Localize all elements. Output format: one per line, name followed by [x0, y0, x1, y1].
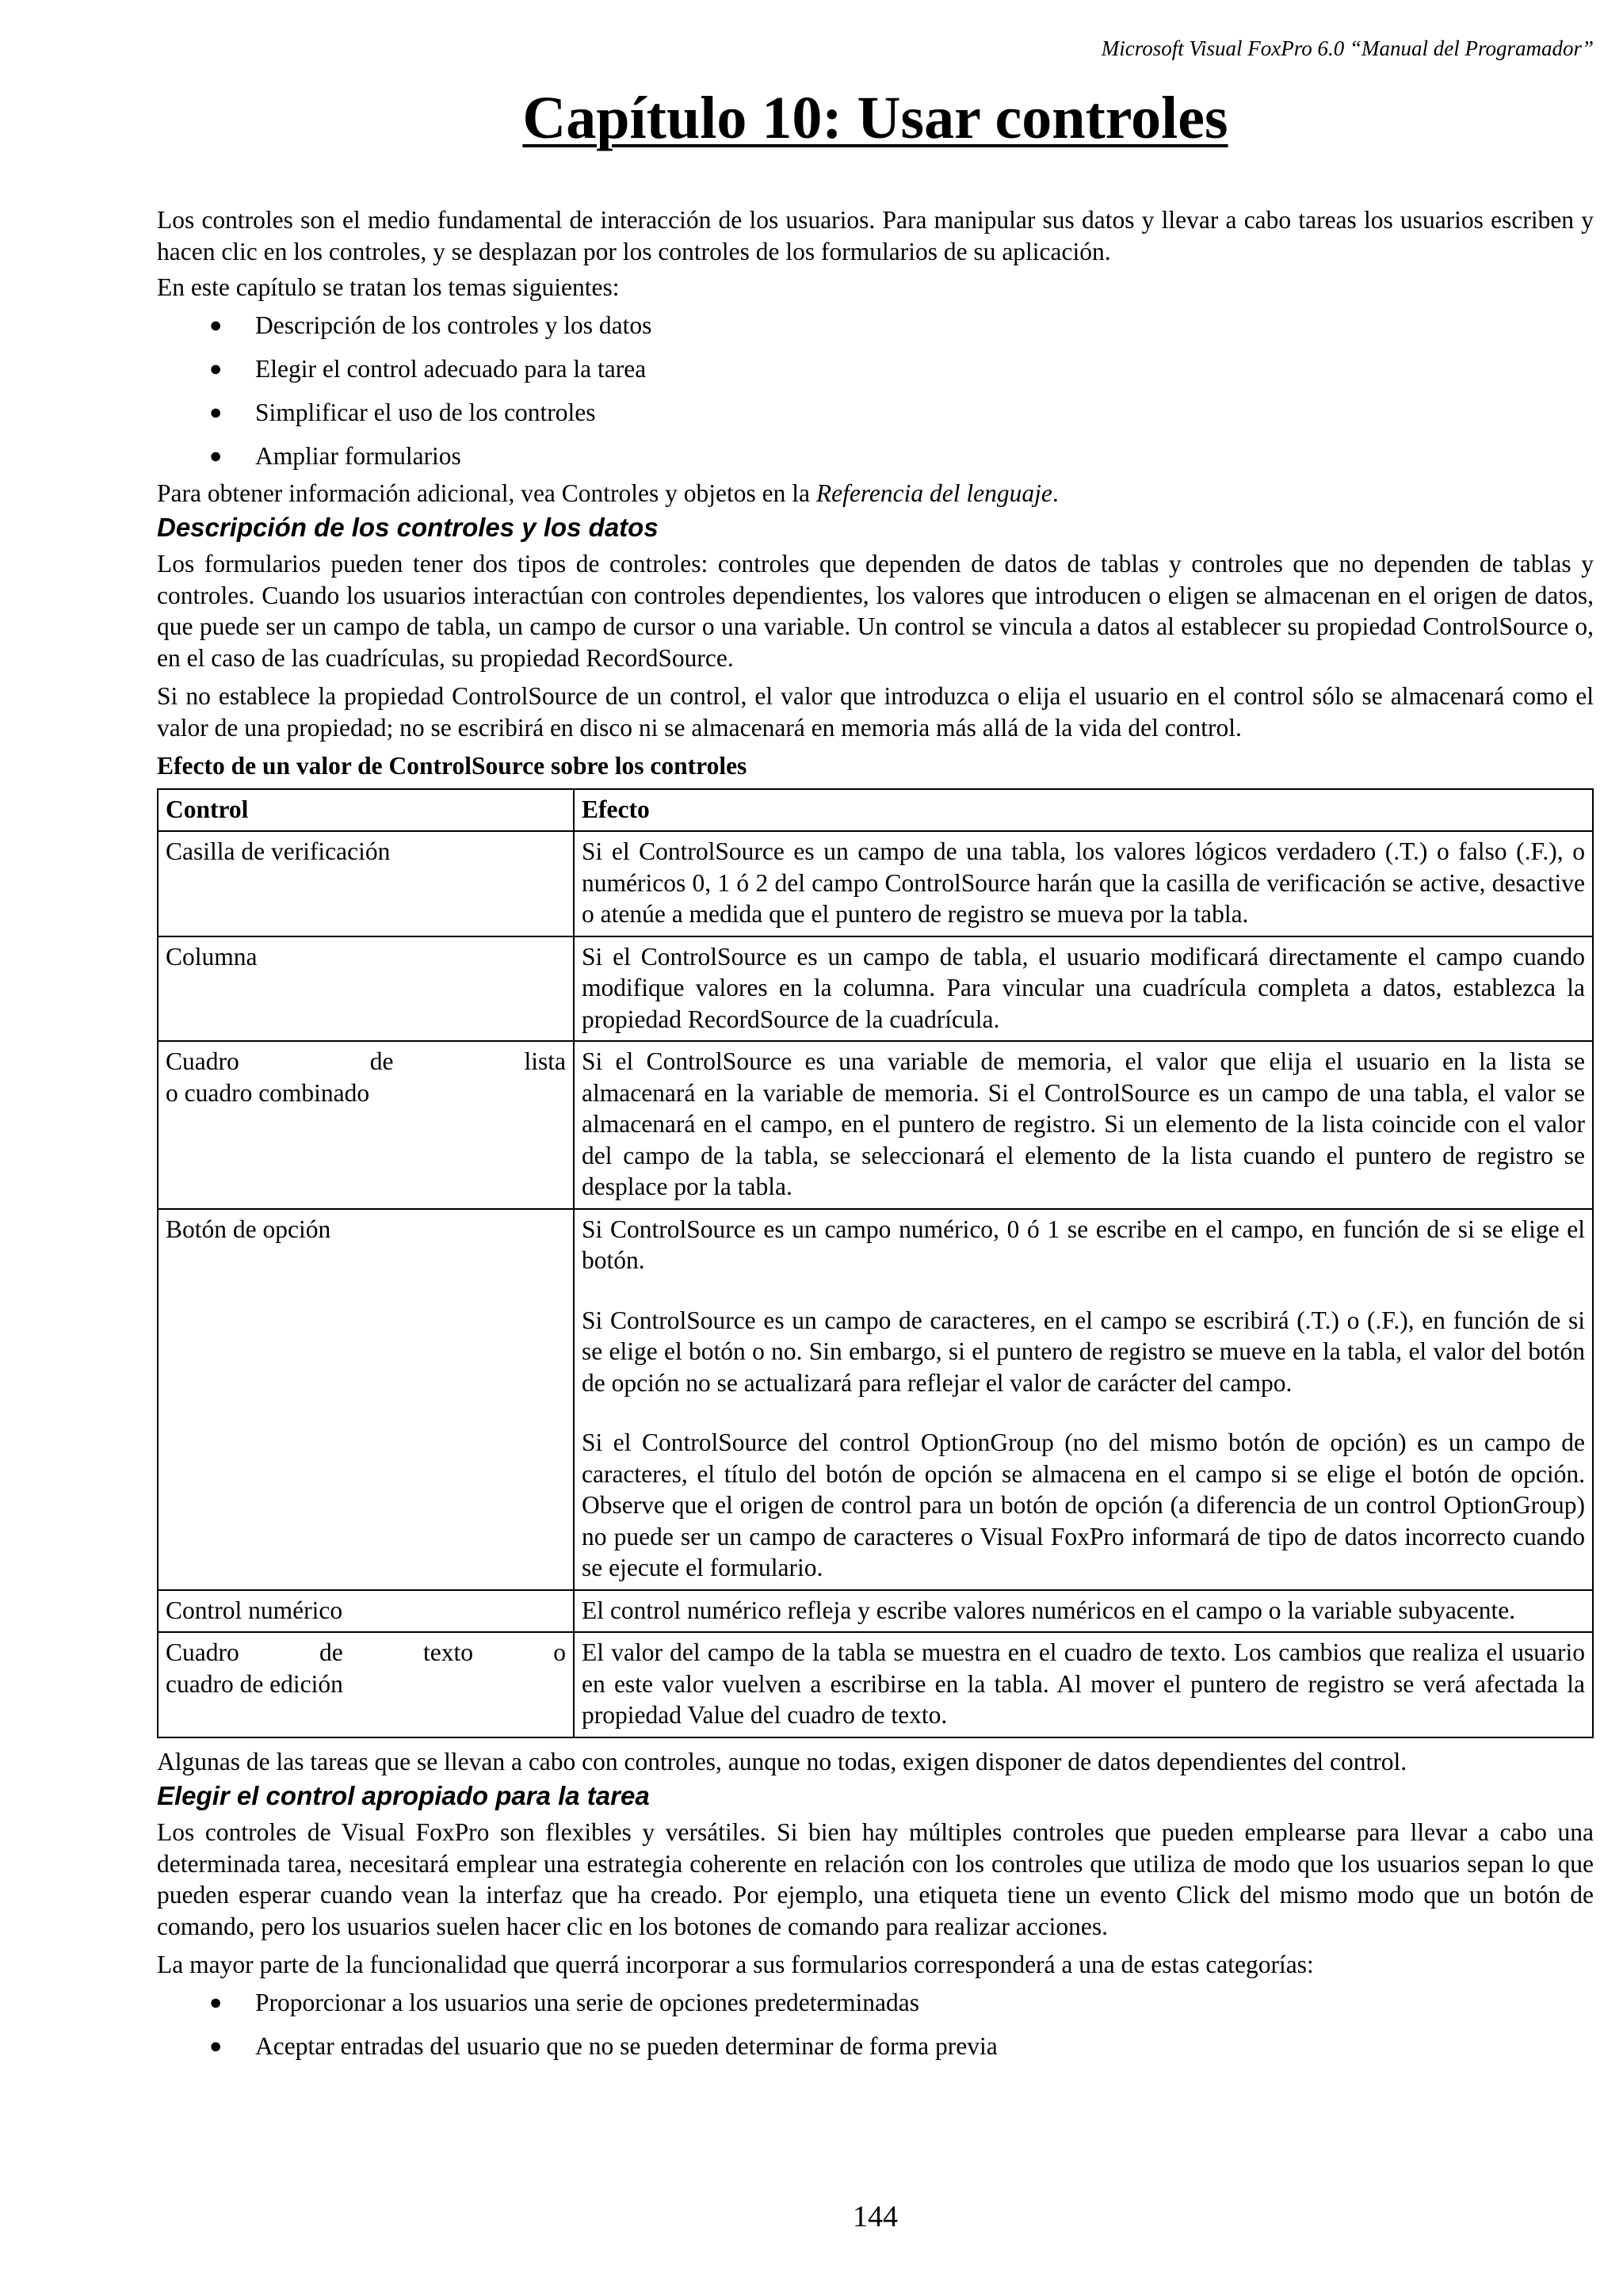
- effect-cell: Si el ControlSource es un campo de una tabla, los valores lógicos verdadero (.T.) o falso (.F.), o numéricos 0, 1 ó 2 del campo ControlSource harán que la casilla de verificación se active, desactive o atenúe a medida que el puntero de registro se mueva por la tabla.: [574, 831, 1593, 936]
- intro-paragraph: Los controles son el medio fundamental de interacción de los usuarios. Para manipular sus datos y llevar a cabo tareas los usuarios escriben y hacen clic en los controles, y se desplazan por los controles de los formularios de su aplicación.: [157, 206, 1594, 265]
- table-caption: Efecto de un valor de ControlSource sobre los controles: [157, 752, 747, 780]
- table-row: [158, 1632, 1593, 1737]
- table-row: [158, 936, 1593, 1042]
- control-cell: Control numérico: [158, 1590, 574, 1633]
- bullet-icon: ●: [209, 356, 223, 380]
- control-cell: Columna: [158, 936, 574, 1042]
- effect-cell: Si el ControlSource es una variable de memoria, el valor que elija el usuario en la lista se almacenará en la variable de memoria. Si el ControlSource es un campo de una tabla, el valor se almacenará en el campo, en el puntero de registro. Si un elemento de la lista coincide con el valor del campo de la tabla, se seleccionará el elemento de la lista cuando el puntero de registro se desplace por la tabla.: [574, 1041, 1593, 1209]
- list-item: ● Proporcionar a los usuarios una serie de opciones predeterminadas: [157, 1981, 1594, 2024]
- section2-paragraph-1: Los controles de Visual FoxPro son flexibles y versátiles. Si bien hay múltiples controles que pueden emplearse para llevar a cabo una determinada tarea, necesitará emplear una estrategia coherente en relación con los controles que utiliza de modo que los usuarios sepan lo que pueden esperar cuando vean la interfaz que ha creado. Por ejemplo, una etiqueta tiene un evento Click del mismo modo que un botón de comando, pero los usuarios suelen hacer clic en los botones de comando para realizar acciones.: [157, 1818, 1594, 1940]
- after-table-paragraph: Algunas de las tareas que se llevan a cabo con controles, aunque no todas, exigen disponer de datos dependientes del control.: [157, 1747, 1407, 1775]
- table-header-row: [158, 789, 1593, 832]
- effect-cell: El valor del campo de la tabla se muestra en el cuadro de texto. Los cambios que realiza el usuario en este valor vuelven a escribirse en la tabla. Al mover el puntero de registro se verá afectada la propiedad Value del cuadro de texto.: [574, 1632, 1593, 1737]
- bullet-icon: ●: [209, 399, 223, 424]
- section1-paragraph-2: Si no establece la propiedad ControlSource de un control, el valor que introduzca o elija el usuario en el control sólo se almacenará como el valor de una propiedad; no se escribirá en disco ni se almacenará en memoria más allá de la vida del control.: [157, 682, 1594, 742]
- effect-cell: Si ControlSource es un campo numérico, 0 ó 1 se escribe en el campo, en función de si se elige el botón. Si ControlSource es un campo de caracteres, en el campo se escribirá (.T.) o (.F.), en función de si se elige el botón o no. Sin embargo, si el puntero de registro se mueve en la tabla, el valor del botón de opción no se actualizará para reflejar el valor de carácter del campo. Si el ControlSource del control OptionGroup (no del mismo botón de opción) es un campo de caracteres, el título del botón de opción se almacena en el campo si se elige el botón de opción. Observe que el origen de control para un botón de opción (a diferencia de un control OptionGroup) no puede ser un campo de caracteres o Visual FoxPro informará de tipo de datos incorrecto cuando se ejecute el formulario.: [574, 1209, 1593, 1590]
- control-cell: Cuadro de texto o cuadro de edición: [158, 1632, 574, 1737]
- control-cell: Casilla de verificación: [158, 831, 574, 936]
- table-row: [158, 831, 1593, 936]
- chapter-title: Capítulo 10: Usar controles: [522, 85, 1228, 151]
- language-reference-title: Referencia del lenguaje: [815, 479, 1052, 507]
- effect-cell: El control numérico refleja y escribe valores numéricos en el campo o la variable subyacente.: [574, 1590, 1593, 1633]
- table-row: [158, 1209, 1593, 1590]
- column-header-control: Control: [158, 789, 574, 832]
- table-row: [158, 1041, 1593, 1209]
- list-item: ● Simplificar el uso de los controles: [157, 391, 1594, 434]
- control-cell: Cuadro de lista o cuadro combinado: [158, 1041, 574, 1209]
- list-item: ● Aceptar entradas del usuario que no se pueden determinar de forma previa: [157, 2024, 1594, 2068]
- running-header: Microsoft Visual FoxPro 6.0 “Manual del Programador”: [1101, 36, 1594, 60]
- column-header-effect: Efecto: [574, 789, 1593, 832]
- categories-list: [157, 1981, 1594, 2068]
- list-item: ● Elegir el control adecuado para la tarea: [157, 347, 1594, 391]
- bullet-icon: ●: [209, 1989, 223, 2014]
- more-info-paragraph: Para obtener información adicional, vea Controles y objetos en la Referencia del lenguaje.: [157, 479, 1059, 507]
- topics-lead: En este capítulo se tratan los temas siguientes:: [157, 273, 620, 301]
- section-heading-choose-control: Elegir el control apropiado para la tarea: [157, 1781, 650, 1810]
- list-item: ● Descripción de los controles y los datos: [157, 303, 1594, 347]
- controlsource-effects-table: [157, 788, 1594, 1738]
- bullet-icon: ●: [209, 443, 223, 467]
- section-heading-controls-data: Descripción de los controles y los datos: [157, 513, 659, 542]
- section2-paragraph-2: La mayor parte de la funcionalidad que querrá incorporar a sus formularios corresponderá a una de estas categorías:: [157, 1951, 1314, 1978]
- table-row: [158, 1590, 1593, 1633]
- list-item: ● Ampliar formularios: [157, 434, 1594, 478]
- page-number: 144: [853, 2200, 898, 2233]
- section1-paragraph-1: Los formularios pueden tener dos tipos de controles: controles que dependen de datos de tablas y controles que no dependen de tablas y controles. Cuando los usuarios interactúan con controles dependientes, los valores que introducen o eligen se almacenan en el origen de datos, que puede ser un campo de tabla, un campo de cursor o una variable. Un control se vincula a datos al establecer su propiedad ControlSource o, en el caso de las cuadrículas, su propiedad RecordSource.: [157, 550, 1594, 672]
- bullet-icon: ●: [209, 312, 223, 337]
- page-body: [157, 204, 1594, 2075]
- bullet-icon: ●: [209, 2033, 223, 2058]
- control-cell: Botón de opción: [158, 1209, 574, 1590]
- effect-cell: Si el ControlSource es un campo de tabla, el usuario modificará directamente el campo cuando modifique valores en la columna. Para vincular una cuadrícula completa a datos, establezca la propiedad RecordSource de la cuadrícula.: [574, 936, 1593, 1042]
- topics-list: [157, 303, 1594, 478]
